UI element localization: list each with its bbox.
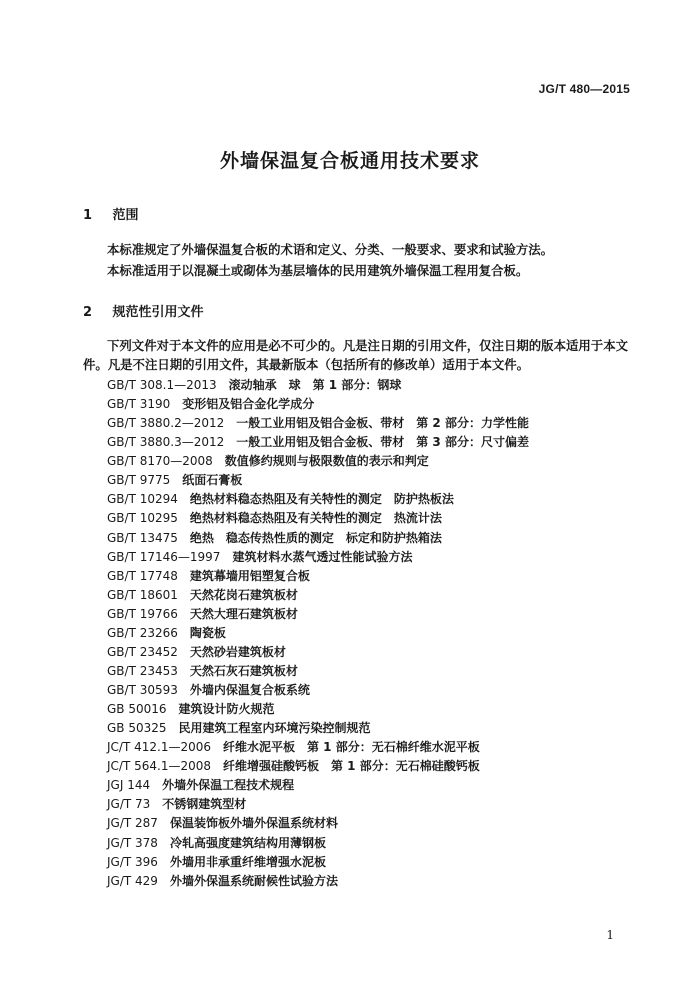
reference-item <box>107 643 529 662</box>
reference-title: 建筑材料水蒸气透过性能试验方法 <box>232 549 413 564</box>
reference-item <box>107 795 529 814</box>
section-number: 2 <box>83 305 93 320</box>
reference-code: GB/T 10295 <box>107 511 178 526</box>
reference-list <box>107 376 529 891</box>
reference-item <box>107 529 529 548</box>
reference-title: 民用建筑工程室内环境污染控制规范 <box>178 721 371 736</box>
reference-item <box>107 814 529 833</box>
reference-title: 绝热材料稳态热阻及有关特性的测定 防护热板法 <box>189 492 454 507</box>
reference-item <box>107 776 529 795</box>
reference-code: GB/T 30593 <box>107 683 178 697</box>
reference-title: 冷轧高强度建筑结构用薄钢板 <box>169 835 326 850</box>
reference-code: GB/T 3880.3—2012 <box>107 435 225 450</box>
reference-code: GB/T 10294 <box>107 492 178 507</box>
reference-code: GB/T 3190 <box>107 397 171 412</box>
reference-code: GB/T 8170—2008 <box>107 454 213 469</box>
reference-item <box>107 433 529 452</box>
reference-item <box>107 605 529 624</box>
reference-code: GB/T 23452 <box>107 644 178 659</box>
reference-code: JG/T 396 <box>107 854 158 869</box>
section-heading-normative-references <box>83 301 204 320</box>
reference-title: 变形铝及铝合金化学成分 <box>182 397 315 412</box>
reference-item <box>107 471 529 490</box>
reference-title: 外墙外保温工程技术规程 <box>162 778 295 793</box>
reference-code: GB/T 18601 <box>107 587 178 602</box>
scope-paragraph: 本标准适用于以混凝土或砌体为基层墙体的民用建筑外墙保温工程用复合板。 <box>107 263 529 278</box>
reference-title: 保温装饰板外墙外保温系统材料 <box>169 816 338 831</box>
reference-title: 外墙用非承重纤维增强水泥板 <box>169 854 326 869</box>
reference-item <box>107 719 529 738</box>
reference-code: GB/T 17146—1997 <box>107 549 221 564</box>
reference-item <box>107 853 529 872</box>
reference-title: 纸面石膏板 <box>182 473 243 488</box>
standard-code: JG/T 480—2015 <box>538 82 630 96</box>
reference-code: GB 50325 <box>107 721 167 736</box>
reference-title: 纤维水泥平板 第 1 部分：无石棉纤维水泥平板 <box>223 740 480 755</box>
reference-item <box>107 624 529 643</box>
reference-title: 外墙内保温复合板系统 <box>189 683 310 697</box>
reference-item <box>107 414 529 433</box>
scope-paragraph: 本标准规定了外墙保温复合板的术语和定义、分类、一般要求、要求和试验方法。 <box>107 242 554 257</box>
reference-title: 纤维增强硅酸钙板 第 1 部分：无石棉硅酸钙板 <box>223 759 480 774</box>
reference-item <box>107 757 529 776</box>
reference-item <box>107 872 529 891</box>
reference-item <box>107 586 529 605</box>
reference-title: 绝热 稳态传热性质的测定 标定和防护热箱法 <box>189 530 442 545</box>
reference-title: 滚动轴承 球 第 1 部分：钢球 <box>228 378 402 392</box>
reference-item <box>107 567 529 586</box>
reference-item <box>107 834 529 853</box>
references-intro-paragraph: 下列文件对于本文件的应用是必不可少的。凡是注日期的引用文件，仅注日期的版本适用于本文件。凡是不注日期的引用文件，其最新版本（包括所有的修改单）适用于本文件。 <box>83 338 628 373</box>
reference-code: GB/T 23453 <box>107 663 178 678</box>
reference-code: JGJ 144 <box>107 778 151 793</box>
reference-item <box>107 700 529 719</box>
reference-item <box>107 395 529 414</box>
reference-title: 外墙外保温系统耐候性试验方法 <box>169 873 338 888</box>
page-number: 1 <box>606 928 614 942</box>
reference-title: 天然花岗石建筑板材 <box>189 587 298 602</box>
reference-code: GB/T 3880.2—2012 <box>107 416 225 431</box>
reference-title: 不锈钢建筑型材 <box>162 797 247 812</box>
reference-item <box>107 738 529 757</box>
reference-title: 绝热材料稳态热阻及有关特性的测定 热流计法 <box>189 511 442 526</box>
reference-title: 陶瓷板 <box>189 625 226 640</box>
reference-title: 天然石灰石建筑板材 <box>189 663 298 678</box>
reference-code: GB/T 13475 <box>107 530 178 545</box>
reference-code: GB/T 23266 <box>107 625 178 640</box>
reference-title: 建筑设计防火规范 <box>178 702 275 717</box>
reference-item <box>107 681 529 700</box>
reference-code: GB/T 17748 <box>107 568 178 583</box>
reference-title: 建筑幕墙用铝塑复合板 <box>189 568 310 583</box>
reference-code: JG/T 429 <box>107 873 158 888</box>
reference-item <box>107 548 529 567</box>
reference-code: GB/T 9775 <box>107 473 171 488</box>
section-number: 1 <box>83 208 93 223</box>
reference-code: GB/T 19766 <box>107 606 178 621</box>
reference-item <box>107 490 529 509</box>
reference-title: 数值修约规则与极限数值的表示和判定 <box>224 454 429 469</box>
reference-code: JG/T 73 <box>107 797 151 812</box>
reference-item <box>107 452 529 471</box>
reference-title: 天然砂岩建筑板材 <box>189 644 286 659</box>
section-title: 范围 <box>112 208 139 223</box>
reference-title: 天然大理石建筑板材 <box>189 606 298 621</box>
reference-title: 一般工业用铝及铝合金板、带材 第 2 部分：力学性能 <box>236 416 529 431</box>
reference-code: JG/T 378 <box>107 835 158 850</box>
reference-title: 一般工业用铝及铝合金板、带材 第 3 部分：尺寸偏差 <box>236 435 529 450</box>
reference-code: GB 50016 <box>107 702 167 717</box>
reference-code: GB/T 308.1—2013 <box>107 378 217 392</box>
reference-item <box>107 376 529 395</box>
reference-code: JG/T 287 <box>107 816 158 831</box>
reference-code: JC/T 564.1—2008 <box>107 759 211 774</box>
document-title: 外墙保温复合板通用技术要求 <box>219 150 480 172</box>
reference-code: JC/T 412.1—2006 <box>107 740 211 755</box>
section-title: 规范性引用文件 <box>112 305 204 320</box>
reference-item <box>107 509 529 528</box>
section-heading-scope <box>83 204 139 223</box>
reference-item <box>107 662 529 681</box>
